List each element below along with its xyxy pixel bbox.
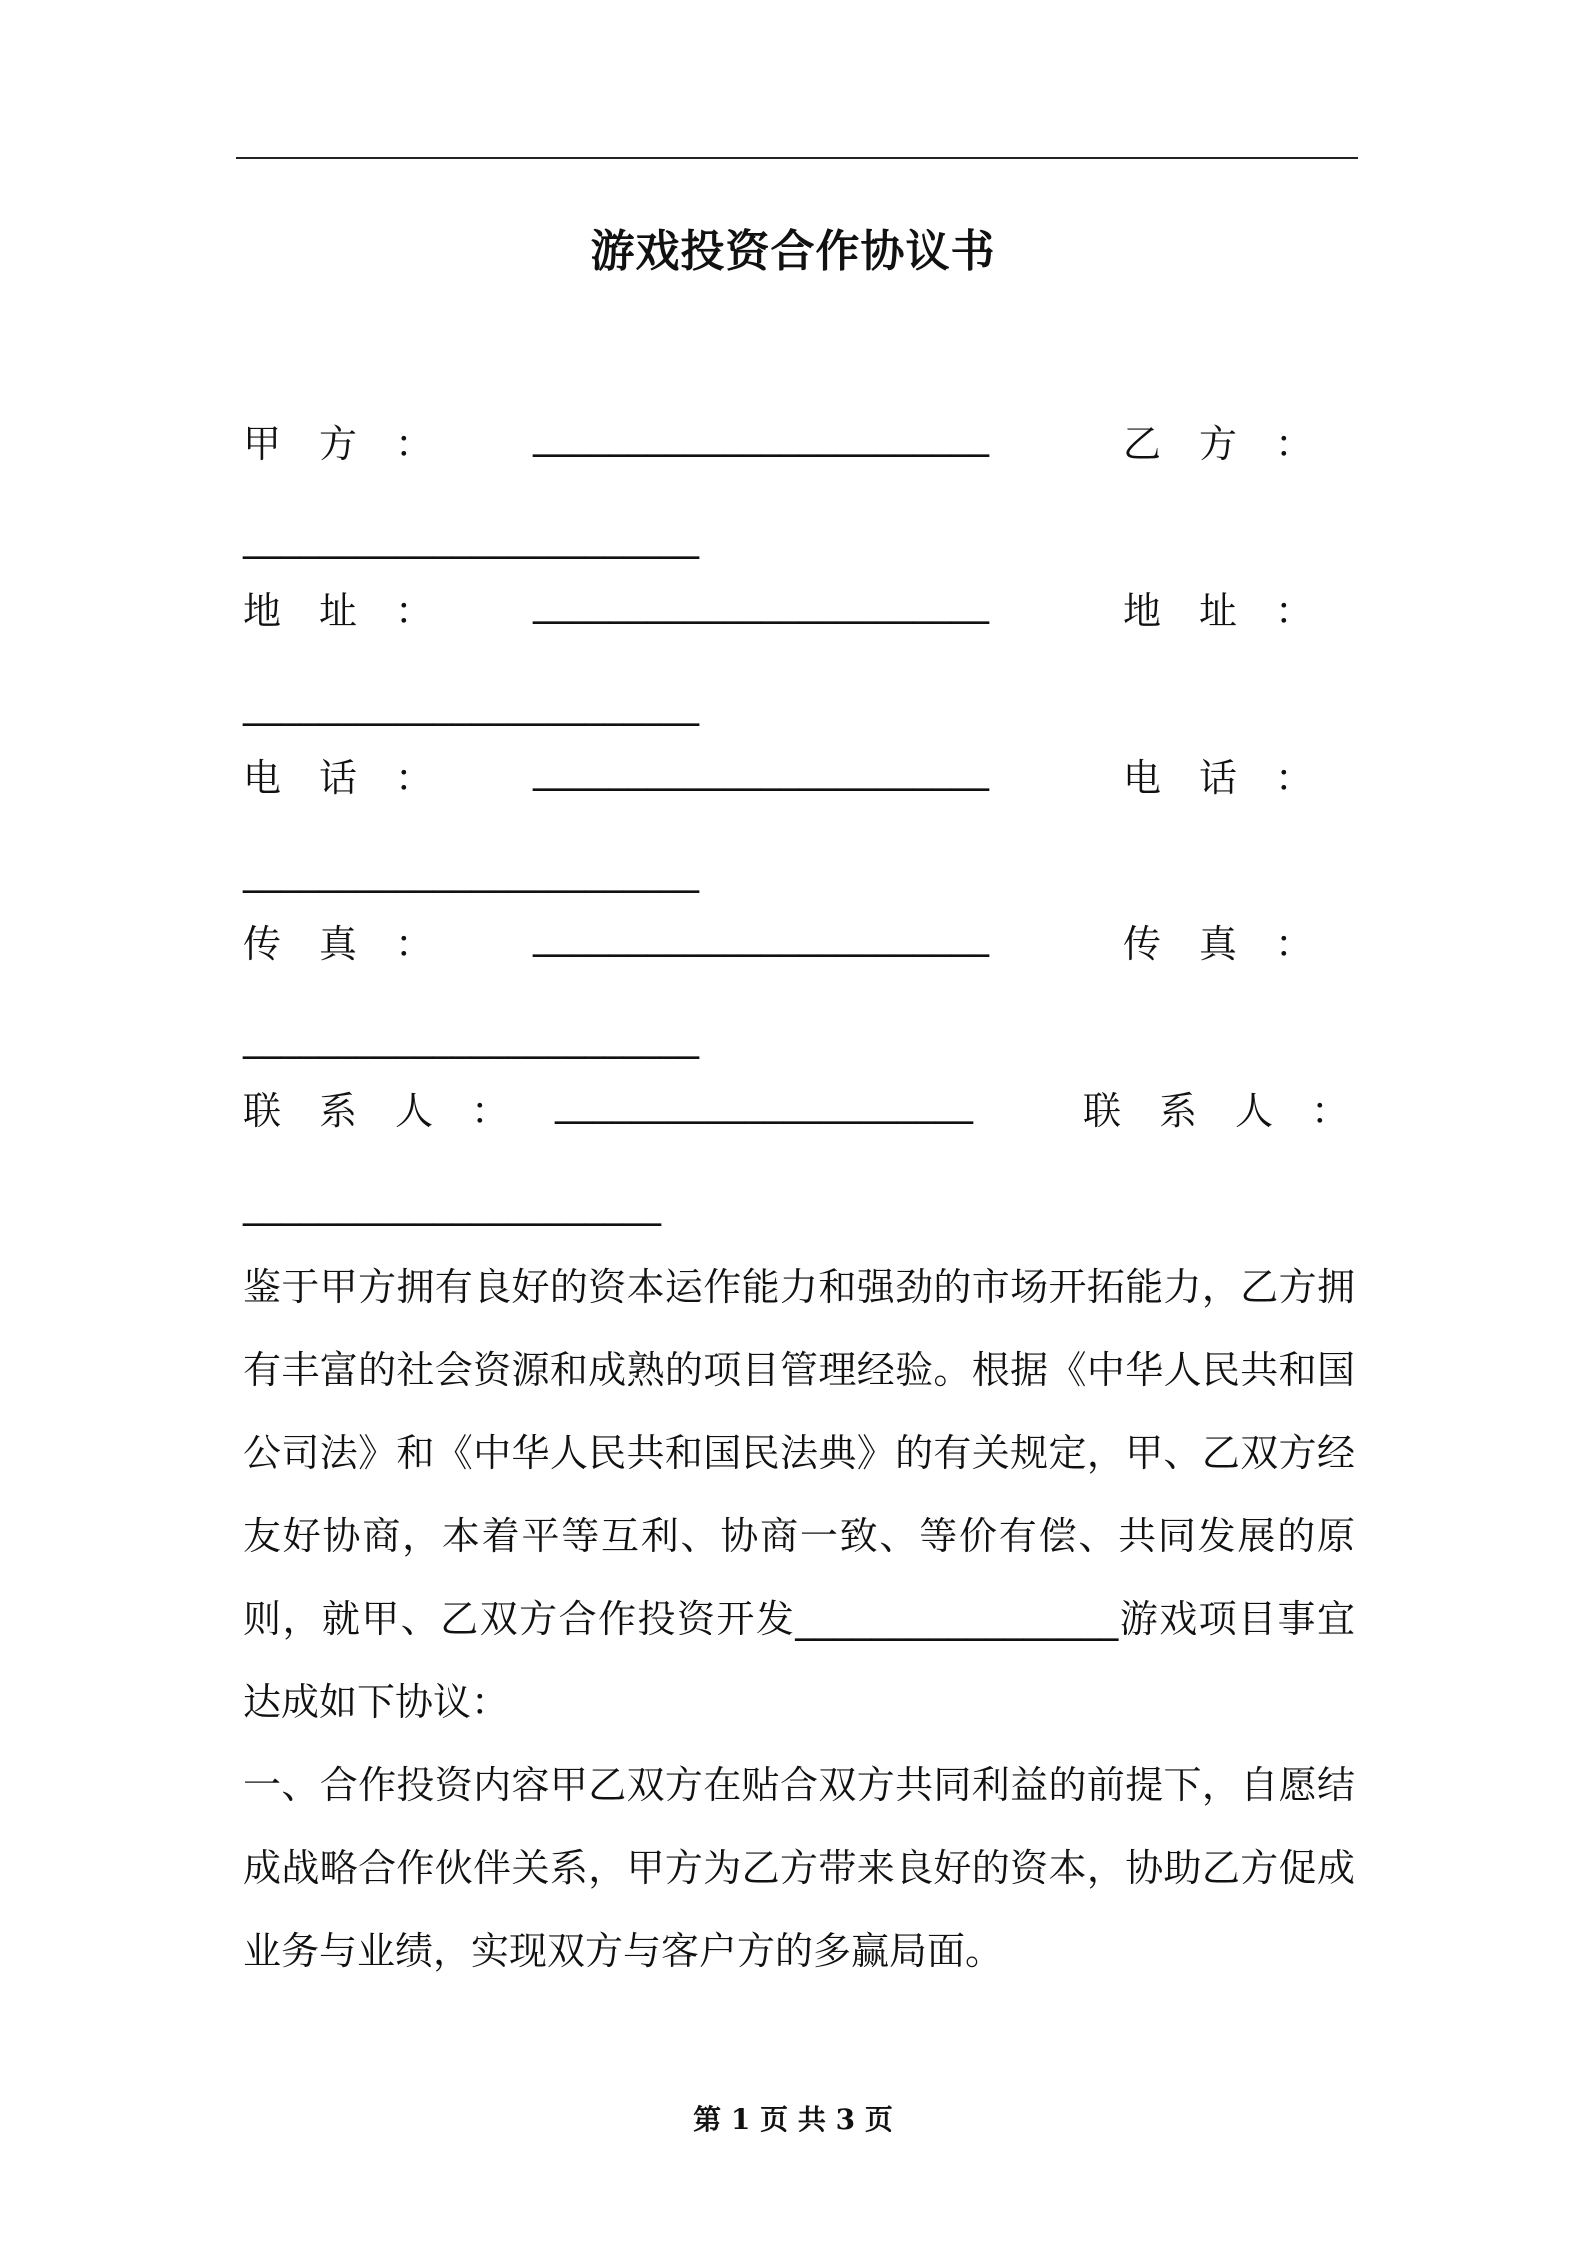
phone-b-label: 电 话 ： xyxy=(1123,756,1314,800)
phone-a-blank[interactable]: ________________________ xyxy=(533,747,989,791)
address-b-blank[interactable]: ________________________ xyxy=(243,682,699,726)
phone-b-blank[interactable]: ________________________ xyxy=(243,849,699,893)
fax-b-blank[interactable]: ________________________ xyxy=(243,1015,699,1059)
document-title: 游戏投资合作协议书 xyxy=(590,226,996,277)
party-a-label: 甲 方 ： xyxy=(243,422,434,466)
field-row-phone xyxy=(243,747,1355,807)
contact-a-label: 联 系 人 ： xyxy=(243,1089,510,1133)
field-row-party xyxy=(243,413,1355,473)
field-row-address xyxy=(243,580,1355,640)
party-b-label: 乙 方 ： xyxy=(1123,422,1314,466)
agreement-body xyxy=(243,1246,1355,1993)
field-row-contact xyxy=(243,1080,1355,1140)
fax-a-label: 传 真 ： xyxy=(243,922,434,966)
clause-one-paragraph: 一、合作投资内容甲乙双方在贴合双方共同利益的前提下，自愿结成战略合作伙伴关系，甲方为乙方带来良好的资本，协助乙方促成业务与业绩，实现双方与客户方的多赢局面。 xyxy=(243,1763,1355,1973)
contact-b-label: 联 系 人 ： xyxy=(1083,1089,1350,1133)
address-a-blank[interactable]: ________________________ xyxy=(533,580,989,624)
phone-a-label: 电 话 ： xyxy=(243,756,434,800)
contact-b-blank[interactable]: ______________________ xyxy=(243,1182,661,1226)
field-row-fax xyxy=(243,913,1355,973)
preamble-paragraph: 鉴于甲方拥有良好的资本运作能力和强劲的市场开拓能力，乙方拥有丰富的社会资源和成熟的项目管理经验。根据《中华人民共和国公司法》和《中华人民共和国民法典》的有关规定，甲、乙双方经友好协商，本着平等互利、协商一致、等价有偿、共同发展的原则，就甲、乙双方合作投资开发_________________游戏项目事宜达成如下协议： xyxy=(243,1265,1355,1724)
header-rule xyxy=(236,157,1358,159)
party-a-blank[interactable]: ________________________ xyxy=(533,413,989,457)
page-number-footer: 第 1 页 共 3 页 xyxy=(693,2103,893,2136)
address-b-label: 地 址 ： xyxy=(1123,589,1314,633)
contact-a-blank[interactable]: ______________________ xyxy=(555,1080,973,1124)
fax-a-blank[interactable]: ________________________ xyxy=(533,913,989,957)
address-a-label: 地 址 ： xyxy=(243,589,434,633)
party-b-blank[interactable]: ________________________ xyxy=(243,515,699,559)
fax-b-label: 传 真 ： xyxy=(1123,922,1314,966)
